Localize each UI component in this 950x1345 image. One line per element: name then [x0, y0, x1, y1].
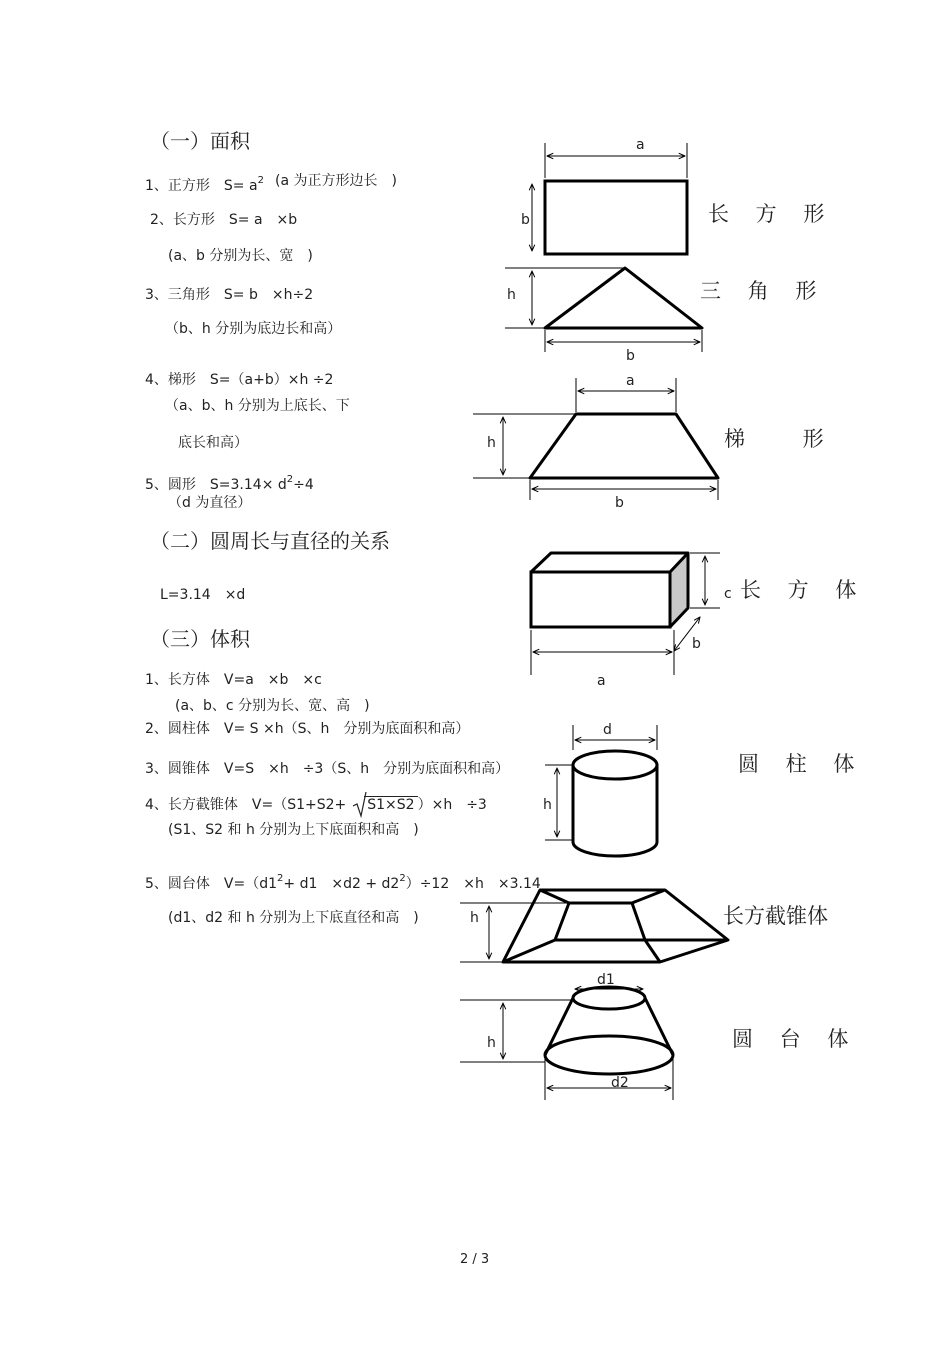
formula-frustum-round: 5、圆台体 $V=(d1^2+ d1$ $\times d2 + d2^2)\div 12$ ×h ×3.14	[145, 873, 541, 892]
formula-trapezoid-note-2: 底长和高）	[178, 435, 248, 451]
dim-trap-a: a	[626, 373, 635, 389]
heading-volume: （三）体积	[150, 627, 250, 651]
formula-frustum-rect-note: (S1、S2 和 h 分别为上下底面积和高 )	[168, 822, 419, 838]
formula-rectangle: 2、长方形 S= a ×b	[150, 212, 298, 228]
dim-frustum-d1: d1	[597, 972, 615, 988]
formula-circumference: L=3.14 ×d	[160, 587, 246, 603]
triangle-figure	[505, 268, 702, 352]
label-triangle: 三 角 形	[700, 279, 827, 303]
frustum-rect-figure	[460, 890, 728, 962]
dim-tri-h: h	[507, 287, 516, 303]
formula-frustum-round-note: (d1、d2 和 h 分别为上下底直径和高 )	[168, 910, 419, 926]
dim-rect-b: b	[521, 212, 530, 228]
dim-frustum-h: h	[487, 1035, 496, 1051]
heading-circumference: （二）圆周长与直径的关系	[150, 529, 390, 553]
dim-frustum-d2: d2	[611, 1075, 629, 1091]
formula-cuboid-note: (a、b、c 分别为长、宽、高 )	[175, 698, 370, 714]
dim-rect-a: a	[636, 137, 645, 153]
heading-area: （一）面积	[150, 129, 250, 153]
cuboid-figure	[531, 553, 720, 675]
formula-circle-note: （d 为直径）	[168, 495, 252, 511]
trapezoid-figure	[473, 378, 718, 500]
dim-tri-b: b	[626, 348, 635, 364]
cylinder-figure	[545, 725, 657, 856]
formula-triangle: 3、三角形 S= b ×h÷2	[145, 287, 314, 303]
dim-cuboid-a: a	[597, 673, 606, 689]
formula-triangle-note: （b、h 分别为底边长和高）	[165, 321, 342, 337]
dim-frustum-rect-h: h	[470, 910, 479, 926]
formula-circle: 5、圆形 $S=3.14\times d^2\div 4$	[145, 474, 314, 493]
formula-cylinder: 2、圆柱体 V= S ×h（S、h 分别为底面积和高）	[145, 721, 470, 737]
dim-cuboid-c: c	[724, 586, 732, 602]
formula-trapezoid: 4、梯形 S=（a+b）×h ÷2	[145, 372, 334, 388]
dim-cyl-h: h	[543, 797, 552, 813]
formula-cone: 3、圆锥体 V=S ×h ÷3（S、h 分别为底面积和高）	[145, 761, 510, 777]
formula-square: 1、正方形 $S= a^2$	[145, 175, 264, 194]
label-cylinder: 圆 柱 体	[738, 752, 865, 776]
label-cuboid: 长 方 体	[740, 578, 867, 602]
dim-trap-b: b	[615, 495, 624, 511]
formula-trapezoid-note-1: （a、b、h 分别为上底长、下	[165, 398, 350, 414]
label-rectangle: 长 方 形	[708, 202, 835, 226]
label-trapezoid: 梯 形	[724, 427, 834, 451]
dim-trap-h: h	[487, 435, 496, 451]
formula-square-note: (a 为正方形边长 )	[275, 173, 397, 189]
page-number: 2 / 3	[460, 1252, 490, 1267]
label-frustum-round: 圆 台 体	[732, 1027, 859, 1051]
label-frustum-rect: 长方截锥体	[723, 904, 828, 928]
dim-cyl-d: d	[603, 722, 612, 738]
dim-cuboid-b: b	[692, 636, 701, 652]
rectangle-figure	[532, 143, 687, 254]
formula-frustum-rect: 4、长方截锥体 V=（S1+S2+ S1×S2 ）×h ÷3	[145, 797, 487, 813]
formula-cuboid: 1、长方体 V=a ×b ×c	[145, 672, 322, 688]
formula-rectangle-note: (a、b 分别为长、宽 )	[168, 248, 313, 264]
